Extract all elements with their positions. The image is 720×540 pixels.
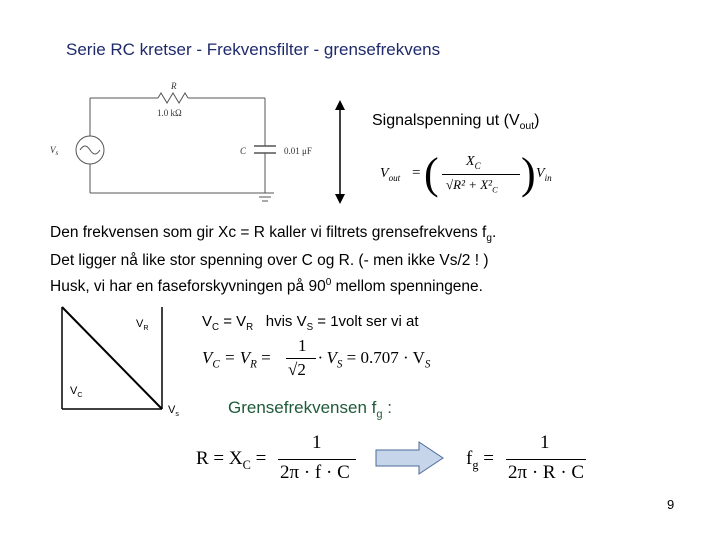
- double-arrow: [330, 100, 350, 204]
- svg-text:Vs: [50, 145, 59, 157]
- vc-formula: $V_C = V_R$ = 1 √2 · $V_S = 0.707 \cdot V_S$: [202, 336, 431, 379]
- paragraph-line-2: Det ligger nå like stor spenning over C og R. (- men ikke Vs/2 ! ): [50, 252, 489, 270]
- paragraph-line-3: Husk, vi har en faseforskyvningen på $90^0$ mellom spenningene.: [50, 277, 483, 296]
- fg-formula: $f_g$ = 1 2π · R · C: [466, 432, 585, 483]
- page-number: 9: [667, 497, 675, 512]
- vout-formula: $V_{out}$ = ( $X_C$ $√R^2 + X^2_C$ ) $V_{in}$: [380, 149, 552, 198]
- resistor-label: R: [171, 81, 177, 91]
- triangle-vs-label: $V_s$: [168, 404, 179, 419]
- implication-arrow: [375, 441, 445, 475]
- rc-circuit-diagram: [40, 78, 340, 208]
- page-title: Serie RC kretser - Frekvensfilter - grensefrekvens: [66, 40, 441, 59]
- resistor-symbol: [158, 93, 188, 103]
- r-xc-formula: $R = X_C$ = 1 2π · f · C: [196, 432, 366, 488]
- triangle-vc-label: $V_C$: [70, 385, 83, 400]
- paragraph-line-1: Den frekvensen som gir Xc = R kaller vi filtrets grensefrekvens $f_g$.: [50, 224, 497, 245]
- source-label-sub: s: [55, 149, 59, 157]
- grensefrekvens-heading: Grensefrekvensen $f_g$ :: [228, 398, 392, 421]
- source-label: V: [50, 145, 56, 155]
- triangle-vr-label: $V_R$: [136, 318, 149, 333]
- signal-label: Signalspenning ut $(V_{out})$: [372, 112, 540, 133]
- explanation-paragraph: [50, 222, 496, 298]
- equality-statement: $V_C = V_R$ hvis $V_S$ = 1volt ser vi at: [202, 313, 419, 333]
- resistor-value: 1.0 kΩ: [157, 108, 182, 118]
- capacitor-value: 0.01 μF: [284, 146, 312, 156]
- capacitor-label: C: [240, 146, 247, 156]
